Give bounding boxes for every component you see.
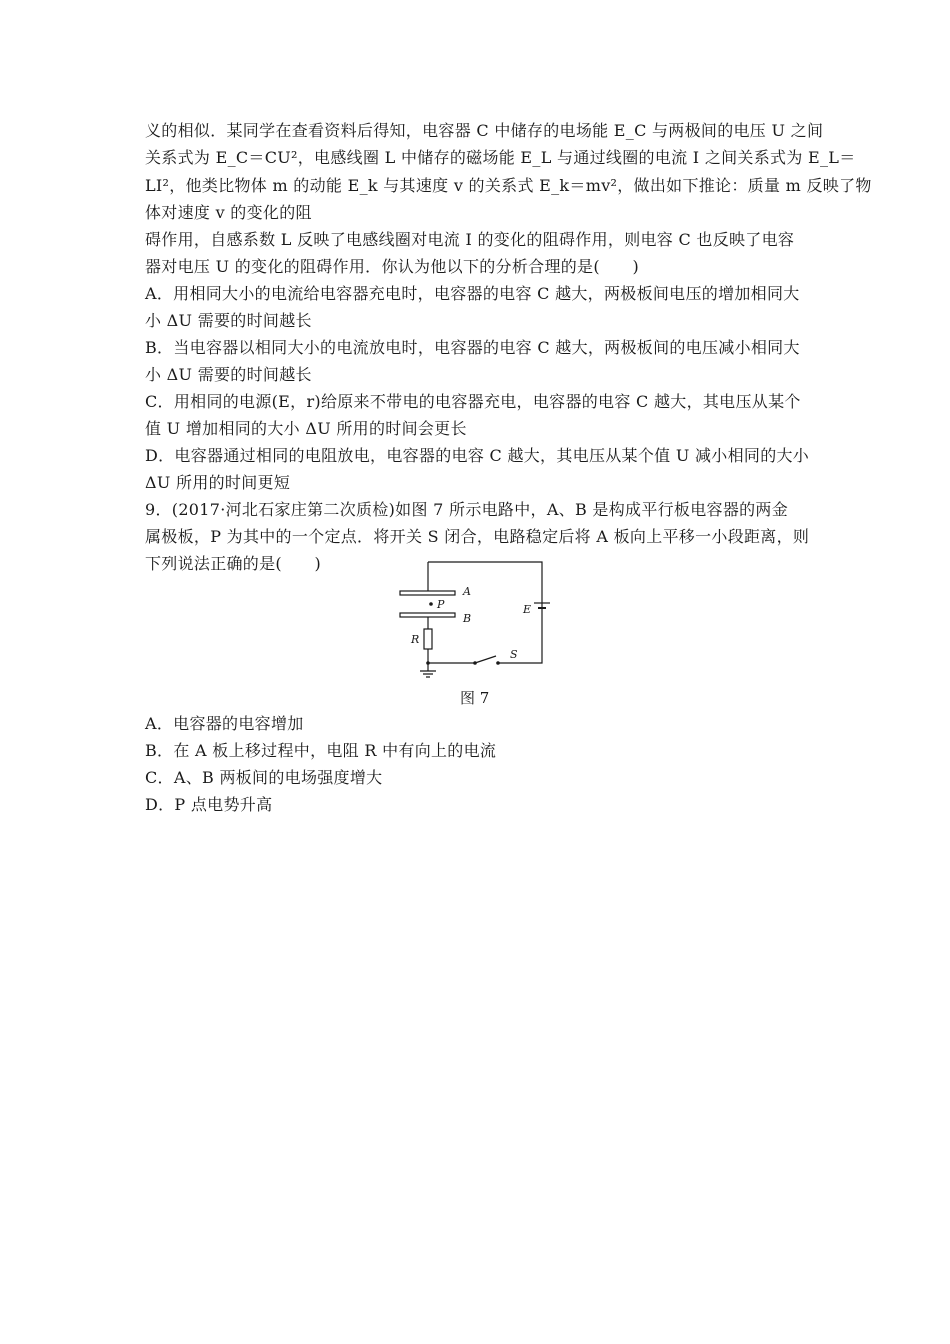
q8-option-a-line-1: A．用相同大小的电流给电容器充电时，电容器的电容 C 越大，两极板间电压的增加相同大 [145,284,800,303]
label-s: S [510,648,518,661]
q8-option-a-line-2: 小 ΔU 需要的时间越长 [145,311,312,330]
q8-option-c-line-2: 值 U 增加相同的大小 ΔU 所用的时间会更长 [145,419,467,438]
junction-dot [426,661,430,665]
point-p-dot [429,602,433,606]
switch-s-blade [475,656,496,663]
label-e: E [523,603,532,616]
label-a: A [463,585,471,598]
plate-b [400,613,455,617]
figure-caption: 图 7 [460,689,490,707]
intro-line-6: 器对电压 U 的变化的阻碍作用．你认为他以下的分析合理的是( ) [145,257,640,276]
q9-option-c: C．A、B 两板间的电场强度增大 [145,768,383,787]
plate-a [400,591,455,595]
q9-stem-line-1: 9．(2017·河北石家庄第二次质检)如图 7 所示电路中，A、B 是构成平行板电容器的两金 [145,500,789,519]
intro-line-1: 义的相似．某同学在查看资料后得知，电容器 C 中储存的电场能 E_C 与两极间的电压 U 之间 [145,121,824,140]
intro-line-4: 体对速度 v 的变化的阻 [145,203,312,222]
intro-line-2: 关系式为 E_C＝CU²，电感线圈 L 中储存的磁场能 E_L 与通过线圈的电流 I 之间关系式为 E_L＝ [145,148,856,167]
label-p: P [437,598,445,611]
q8-option-c-line-1: C．用相同的电源(E，r)给原来不带电的电容器充电，电容器的电容 C 越大，其电压从某个 [145,392,801,411]
q9-option-a: A．电容器的电容增加 [145,714,304,733]
q8-option-d-line-2: ΔU 所用的时间更短 [145,473,291,492]
label-r: R [411,633,420,646]
circuit-svg [380,556,560,686]
q8-option-d-line-1: D．电容器通过相同的电阻放电，电容器的电容 C 越大，其电压从某个值 U 减小相同的大小 [145,446,810,465]
q9-stem-line-2: 属极板，P 为其中的一个定点．将开关 S 闭合，电路稳定后将 A 板向上平移一小段距离，则 [145,527,810,546]
label-b: B [463,612,472,625]
q8-option-b-line-2: 小 ΔU 需要的时间越长 [145,365,312,384]
ground-symbol [420,671,436,677]
intro-line-5: 碍作用，自感系数 L 反映了电感线圈对电流 I 的变化的阻碍作用，则电容 C 也反映了电容 [145,230,795,249]
resistor-r [424,629,432,649]
switch-contact-left [473,661,477,665]
circuit-diagram [380,556,560,686]
q9-option-d: D．P 点电势升高 [145,795,273,814]
q9-stem-line-3: 下列说法正确的是( ) [145,554,322,573]
switch-contact-right [496,661,500,665]
intro-line-3: LI²，他类比物体 m 的动能 E_k 与其速度 v 的关系式 E_k＝mv²，做出如下推论：质量 m 反映了物 [145,176,872,195]
q9-option-b: B．在 A 板上移过程中，电阻 R 中有向上的电流 [145,741,497,760]
q8-option-b-line-1: B．当电容器以相同大小的电流放电时，电容器的电容 C 越大，两极板间的电压减小相同大 [145,338,800,357]
